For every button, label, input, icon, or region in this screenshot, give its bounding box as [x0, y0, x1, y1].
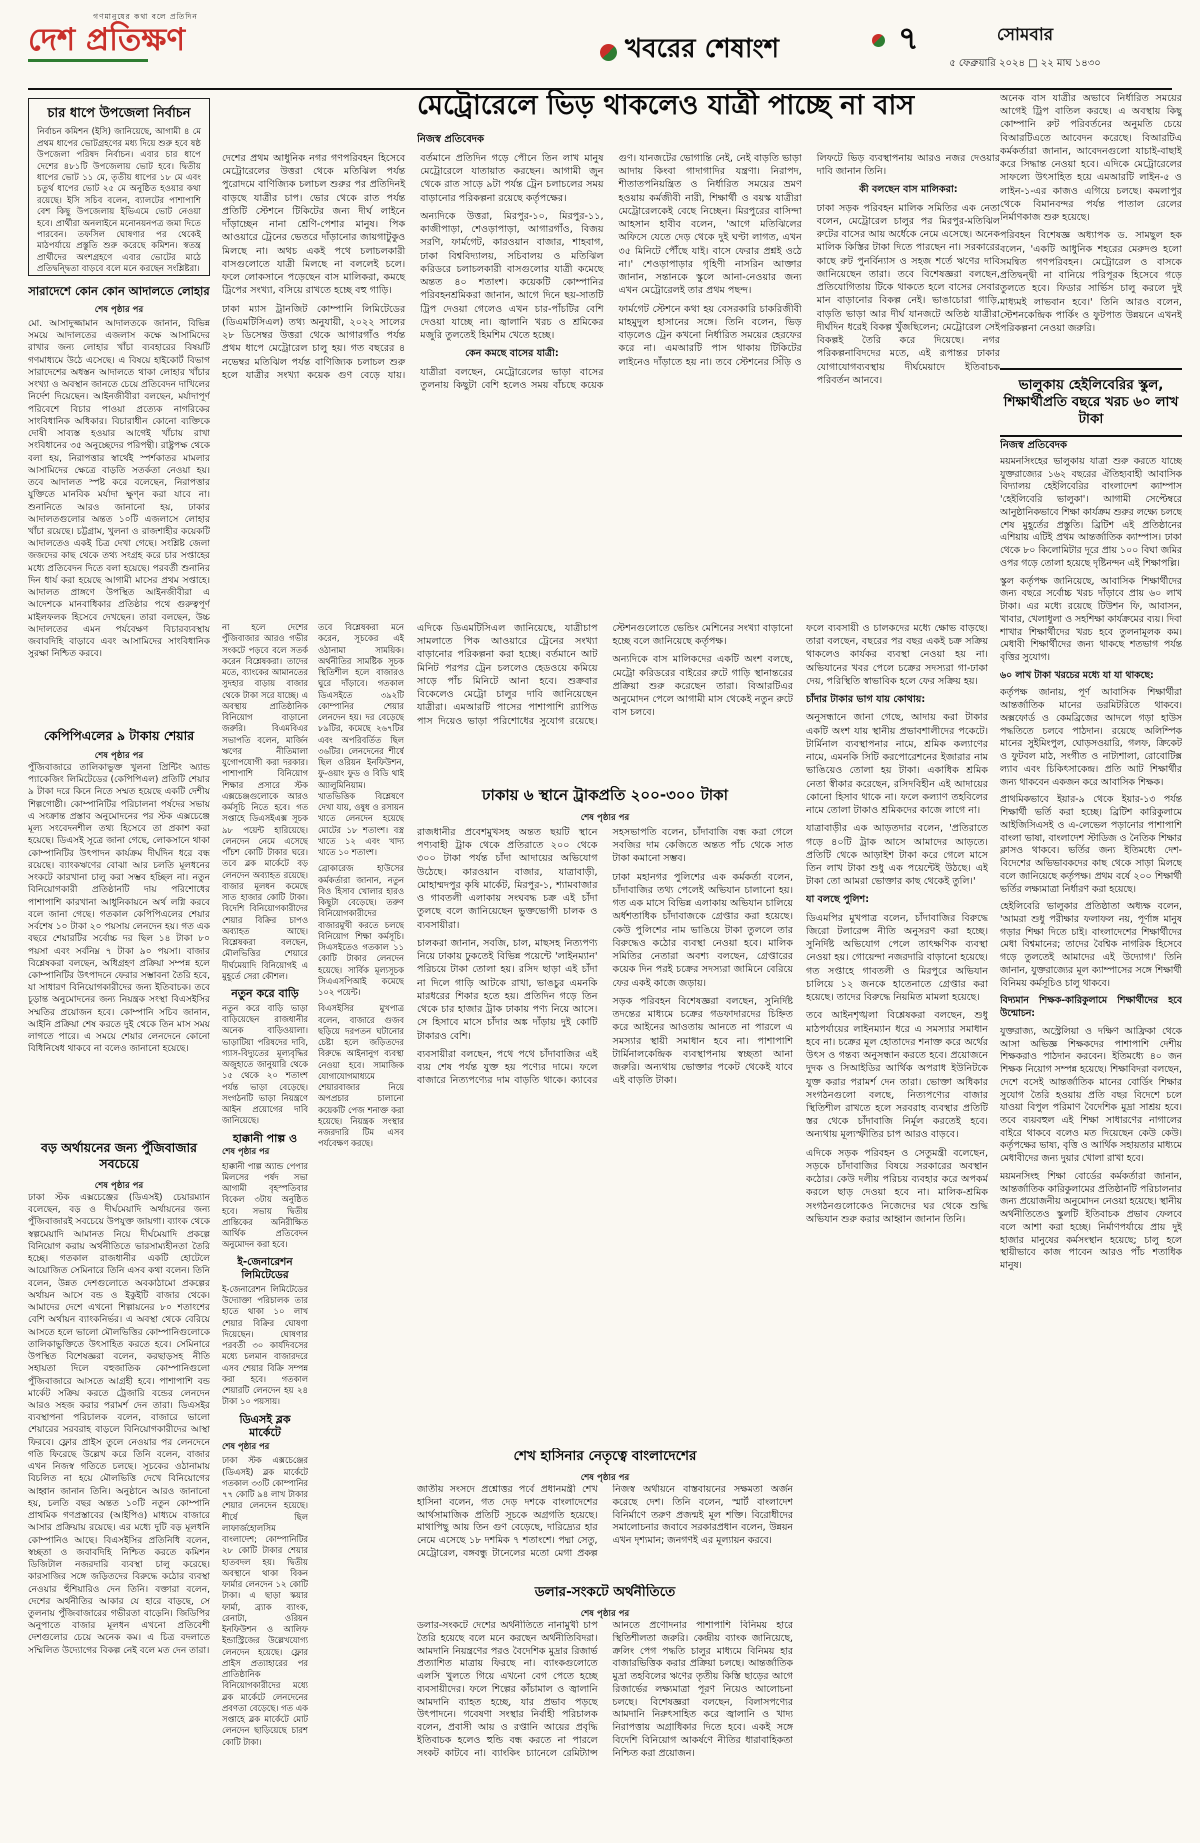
article-upazila-box: [28, 98, 210, 276]
day-name: সোমবার: [996, 25, 1054, 45]
article-subhead: ৬০ লাখ টাকা খরচের মধ্যে যা যা থাকছে:: [1000, 669, 1154, 681]
article-paragraph: সড়ক পরিবহন বিশেষজ্ঞরা বলছেন, সুনির্দিষ্ট তদন্তের মাধ্যমে চক্রের গডফাদারদের চিহ্নিত করে আইনের আওতায় আনতে না পারলে এ সমস্যার স্থায়ী সমাধান হবে না। পাশাপাশি টার্মিনালকেন্দ্রিক ব্যবস্থাপনায় স্বচ্ছতা আনা জরুরি। অন্যথায় ভোক্তার পকেট থেকেই যাবে এই বাড়তি টাকা।: [612, 995, 793, 1087]
continued-label: শেষ পৃষ্ঠার পর: [580, 813, 630, 823]
continued-label: শেষ পৃষ্ঠার পর: [94, 305, 144, 315]
article-valuka-headline-box: [1000, 368, 1182, 437]
page-number-block: [898, 22, 938, 66]
article-paragraph: ফলে ব্যবসায়ী ও চালকদের মধ্যে ক্ষোভ বাড়ছে। তারা বলছেন, বছরের পর বছর একই চক্র সক্রিয় থাকলেও কার্যকর ব্যবস্থা নেওয়া হয় না। অভিযানের খবর পেলে চক্রের সদস্যরা গা-ঢাকা দেয়, পরিস্থিতি স্বাভাবিক হলে ফের সক্রিয় হয়।: [806, 623, 988, 687]
article-paragraph: হাক্কানী পাল্প অ্যান্ড পেপার মিলসের পর্ষদ সভা আগামী বৃহস্পতিবার বিকেল ৩টায় অনুষ্ঠিত হবে। সভায় দ্বিতীয় প্রান্তিকের অনিরীক্ষিত আর্থিক প্রতিবেদন অনুমোদন করা হবে।: [222, 1160, 308, 1250]
article-paragraph: প্রাথমিকভাবে ইয়ার-৯ থেকে ইয়ার-১৩ পর্যন্ত শিক্ষার্থী ভর্তি করা হচ্ছে। ব্রিটিশ কারিকুলামে আইজিসিএসই ও এ-লেভেল পড়ানোর পাশাপাশি বাংলা ভাষা, বাংলাদেশ স্টাডিজ ও নৈতিক শিক্ষার ক্লাসও থাকবে। ভর্তির জন্য ইতিমধ্যে দেশ-বিদেশের অভিভাবকদের কাছ থেকে সাড়া মিলছে বলে জানিয়েছে কর্তৃপক্ষ। প্রথম বর্ষে ২০০ শিক্ষার্থী ভর্তির লক্ষ্যমাত্রা নির্ধারণ করা হয়েছে।: [1000, 794, 1182, 895]
date-line: ৫ ফেব্রুয়ারি ২০২৪ □ ২২ মাঘ ১৪৩০: [949, 58, 1101, 69]
article-paragraph: বিএসইসির মুখপাত্র বলেন, বাজারে গুজব ছড়িয়ে দরপতন ঘটানোর চেষ্টা হলে জড়িতদের বিরুদ্ধে আইনানুগ ব্যবস্থা নেওয়া হবে। সামাজিক যোগাযোগমাধ্যমে শেয়ারবাজার নিয়ে অপপ্রচার চালানো কয়েকটি পেজ শনাক্ত করা হয়েছে। নিয়ন্ত্রক সংস্থার নজরদারি টিম এসব পর্যবেক্ষণ করছে।: [318, 1003, 404, 1149]
page-ornament: [872, 32, 892, 52]
brief-headline: ই-জেনারেশন লিমিটেডের: [237, 1255, 293, 1281]
article-body: [417, 1620, 793, 1816]
article-paragraph: ফার্মগেট স্টেশনে কথা হয় বেসরকারি চাকরিজীবী মাহমুদুল হাসানের সঙ্গে। তিনি বলেন, ভিড় বাড়লেও ট্রেন কখনো নির্ধারিত সময়ের হেরফের করে না। এমআরটি পাস থাকায় টিকিটের লাইনেও দাঁড়াতে হয় না। তবে স্টেশনের সিঁড়ি ও লিফটে ভিড় ব্যবস্থাপনায় আরও নজর দেওয়ার দাবি জানান তিনি।: [618, 153, 1000, 368]
article-paragraph: অন্যদিকে বাস মালিকদের একটি অংশ বলছে, মেট্রো করিডরের বাইরের রুটে গাড়ি স্থানান্তরের প্রক্রিয়া শুরু করেছেন তারা। বিআরটিএর অনুমোদন পেলে আগামী মাস থেকেই নতুন রুটে বাস চলবে।: [612, 654, 793, 719]
article-paragraph: ব্রোকারেজ হাউসের কর্মকর্তারা জানান, নতুন বিও হিসাব খোলার হারও কিছুটা বেড়েছে। তরুণ বিনিয়োগকারীদের বাজারমুখী করতে চলছে বিনিয়োগ শিক্ষা কর্মসূচি। সিএসইতেও গতকাল ১১ কোটি টাকার লেনদেন হয়েছে। সার্বিক মূল্যসূচক সিএএসপিআই কমেছে ১০২ পয়েন্ট।: [318, 863, 404, 997]
continued-label: শেষ পৃষ্ঠার পর: [580, 1473, 630, 1483]
article-paragraph: ঢাকা ম্যাস ট্রানজিট কোম্পানি লিমিটেডের (ডিএমটিসিএল) তথ্য অনুযায়ী, ২০২২ সালের ২৮ ডিসেম্বর উত্তরা থেকে আগারগাঁও পর্যন্ত প্রথম ধাপে মেট্রোরেল চালু হয়। গত বছরের ৪ নভেম্বর মতিঝিল পর্যন্ত বাণিজ্যিক চলাচল শুরু হলে যাত্রীর সংখ্যা কয়েক গুণ বেড়ে যায়। বর্তমানে প্রতিদিন গড়ে পৌনে তিন লাখ মানুষ মেট্রোরেলে যাতায়াত করছেন। আগামী জুন থেকে রাত সাড়ে ৯টা পর্যন্ত ট্রেন চলাচলের সময় বাড়ানোর পরিকল্পনা রয়েছে কর্তৃপক্ষের।: [222, 153, 604, 381]
article-paragraph: যাত্রীরা বলছেন, মেট্রোরেলের ভাড়া বাসের তুলনায় কিছুটা বেশি হলেও সময় বাঁচছে কয়েক গুণ। যানজটের ভোগান্তি নেই, নেই বাড়তি ভাড়া আদায় কিংবা গাদাগাদির যন্ত্রণা। নিরাপদ, শীতাতপনিয়ন্ত্রিত ও নির্ধারিত সময়ের ভ্রমণ হওয়ায় কর্মজীবী নারী, শিক্ষার্থী ও বয়স্ক যাত্রীরা মেট্রোরেলকেই বেছে নিচ্ছেন। মিরপুরের বাসিন্দা আহসান হাবীব বলেন, 'আগে মতিঝিলের অফিসে যেতে দেড় থেকে দুই ঘণ্টা লাগত, এখন ৩৫ মিনিটে পৌঁছে যাই। বাসে ফেরার প্রশ্নই ওঠে না।' শেওড়াপাড়ার গৃহিণী নাসরিন আক্তার জানান, সন্তানকে স্কুলে আনা-নেওয়ার জন্য এখন মেট্রোরেলই তার প্রথম পছন্দ।: [420, 153, 802, 391]
main-article-continuation: [1000, 92, 1182, 364]
article-paragraph: অনুসন্ধানে জানা গেছে, আদায় করা টাকার একটি অংশ যায় স্থানীয় প্রভাবশালীদের পকেটে। টার্মিনাল ব্যবস্থাপনার নামে, শ্রমিক কল্যাণের নামে, এমনকি সিটি করপোরেশনের ইজারার নাম ভাঙিয়েও তোলা হয় টাকা। একাধিক শ্রমিক নেতা স্বীকার করেছেন, রসিদবিহীন এই আদায়ের কোনো হিসাব থাকে না। ফলে কল্যাণ তহবিলের নামে তোলা টাকাও শ্রমিকদের কাজে লাগে না।: [806, 712, 988, 817]
article-paragraph: ময়মনসিংহ শিক্ষা বোর্ডের কর্মকর্তারা জানান, আন্তর্জাতিক কারিকুলামের প্রতিষ্ঠানটি পরিচালনার জন্য প্রয়োজনীয় অনুমোদন নেওয়া হয়েছে। স্থানীয় অর্থনীতিতেও স্কুলটি ইতিবাচক প্রভাব ফেলবে বলে আশা করা হচ্ছে। নির্মাণপর্যায়ে প্রায় দুই হাজার মানুষের কর্মসংস্থান হয়েছে; চালু হলে স্থায়ীভাবে কাজ পাবেন আরও পাঁচ শতাধিক মানুষ।: [1000, 1170, 1182, 1272]
article-subhead: কেন কমছে বাসের যাত্রী:: [465, 348, 559, 360]
section-header: [600, 28, 855, 68]
article-paragraph: না হলে দেশের পুঁজিবাজার আরও গভীর সংকটে পড়বে বলে সতর্ক করেন বিশ্লেষকরা। তাদের মতে, ব্যাংকের আমানতের সুদহার বাড়ায় বাজার থেকে টাকা সরে যাচ্ছে। এ অবস্থায় প্রাতিষ্ঠানিক বিনিয়োগ বাড়ানো জরুরি। বিএমবিএর সভাপতি বলেন, মার্জিন ঋণের নীতিমালা যুগোপযোগী করা দরকার। পাশাপাশি বিনিয়োগ শিক্ষার প্রসারে স্টক এক্সচেঞ্জগুলোকে আরও কর্মসূচি নিতে হবে। গত সপ্তাহে ডিএসইএক্স সূচক ৯৮ পয়েন্ট হারিয়েছে। লেনদেন নেমে এসেছে পাঁচশ কোটি টাকার ঘরে। তবে ব্লক মার্কেটে বড় লেনদেন অব্যাহত রয়েছে। বাজার মূলধন কমেছে সাত হাজার কোটি টাকা। বিদেশি বিনিয়োগকারীদের শেয়ার বিক্রির চাপও অব্যাহত আছে। বিশ্লেষকরা বলছেন, মৌলভিত্তির শেয়ারে দীর্ঘমেয়াদি বিনিয়োগই এ মুহূর্তে সেরা কৌশল।: [222, 622, 308, 981]
paper-logo-icon: [600, 44, 617, 61]
article-body: নির্বাচন কমিশন (ইসি) জানিয়েছে, আগামী ৪ মে প্রথম ধাপের ভোটগ্রহণের মধ্য দিয়ে শুরু হবে ষষ্ঠ উপজেলা পরিষদ নির্বাচন। এবার চার ধাপে দেশের ৪৮১টি উপজেলায় ভোট হবে। দ্বিতীয় ধাপের ভোট ১১ মে, তৃতীয় ধাপের ১৮ মে এবং চতুর্থ ধাপের ভোট ২৫ মে অনুষ্ঠিত হওয়ার কথা রয়েছে। ইসি সচিব বলেন, ব্যালটের পাশাপাশি বেশ কিছু উপজেলায় ইভিএমে ভোট নেওয়া হবে। প্রার্থীরা অনলাইনে মনোনয়নপত্র জমা দিতে পারবেন। তফসিল ঘোষণার পর থেকেই মাঠপর্যায়ে প্রস্তুতি শুরু করেছে কমিশন। স্বতন্ত্র প্রার্থীদের অংশগ্রহণে এবার ভোটের মাঠে প্রতিদ্বন্দ্বিতা বাড়বে বলে মনে করছেন সংশ্লিষ্টরা।: [37, 127, 201, 275]
article-headline: শেখ হাসিনার নেতৃত্বে বাংলাদেশের: [513, 1448, 697, 1464]
article-paragraph: চালকরা জানান, সবজি, চাল, মাছসহ নিত্যপণ্য নিয়ে ঢাকায় ঢুকতেই বিভিন্ন পয়েন্টে 'লাইনম্যান' পরিচয়ে টাকা তোলা হয়। রসিদ ছাড়া এই চাঁদা না দিলে গাড়ি আটকে রাখা, ভাঙচুর এমনকি মারধরের শিকার হতে হয়। প্রতিদিন গড়ে তিন থেকে চার হাজার ট্রাক ঢাকায় পণ্য নিয়ে আসে। সে হিসাবে মাসে চাঁদার অঙ্ক দাঁড়ায় দুই কোটি টাকারও বেশি।: [417, 937, 598, 1042]
article-headline: ডলার-সংকটে অর্থনীতিতে: [534, 1584, 676, 1600]
article-headline: ভালুকায় হেইলিবেরির স্কুল, শিক্ষার্থীপ্রতি বছরে খরচ ৬০ লাখ টাকা: [1003, 377, 1179, 427]
continued-label: শেষ পৃষ্ঠার পর: [222, 1441, 270, 1451]
section-title: খবরের শেষাংশ: [625, 34, 780, 64]
article-body: [417, 1484, 793, 1576]
article-paragraph: ঢাকা মহানগর পুলিশের এক কর্মকর্তা বলেন, চাঁদাবাজির তথ্য পেলেই অভিযান চালানো হয়। গত এক মাসে বিভিন্ন এলাকায় অভিযান চালিয়ে অর্ধশতাধিক চাঁদাবাজকে গ্রেপ্তার করা হয়েছে। কেউ পুলিশের নাম ভাঙিয়ে টাকা তুললে তার বিরুদ্ধেও কঠোর ব্যবস্থা নেওয়া হবে। মালিক সমিতির নেতারা অবশ্য বলছেন, গ্রেপ্তারের কয়েক দিন পরই চক্রের সদস্যরা জামিনে বেরিয়ে ফের একই কাজে জড়ায়।: [612, 871, 793, 989]
article-paragraph: ঢাকা সড়ক পরিবহন মালিক সমিতির এক নেতা বলেন, মেট্রোরেল চালুর পর মিরপুর-মতিঝিল রুটের বাসের আয় অর্ধেকে নেমে এসেছে। অনেক মালিক কিস্তির টাকা দিতে পারছেন না। সরকারের কাছে রুট পুনর্বিন্যাস ও সহজ শর্তে ঋণের দাবি জানিয়েছেন তারা। তবে বিশেষজ্ঞরা বলছেন, প্রতিযোগিতায় টিকে থাকতে হলে বাসের সেবার মান বাড়ানোর বিকল্প নেই। ভাঙাচোরা গাড়ি, বাড়তি ভাড়া আর দীর্ঘ যানজটে অতিষ্ঠ যাত্রীরা দীর্ঘদিন ধরেই বিকল্প খুঁজছিলেন; মেট্রোরেল সেই বিকল্পই তৈরি করে দিয়েছে। নগর পরিকল্পনাবিদদের মতে, এই রূপান্তর ঢাকার যোগাযোগব্যবস্থায় দীর্ঘমেয়াদে ইতিবাচক পরিবর্তন আনবে।: [816, 202, 1000, 386]
page-ornament-icon: [872, 34, 885, 47]
date-block: [935, 22, 1115, 80]
article-subhead: যা বলছে পুলিশ:: [806, 894, 870, 906]
main-headline: মেট্রোরেলে ভিড় থাকলেও যাত্রী পাচ্ছে না বাস: [417, 90, 915, 121]
continued-label: শেষ পৃষ্ঠার পর: [222, 1146, 270, 1157]
article-paragraph: কর্তৃপক্ষ জানায়, পূর্ণ আবাসিক শিক্ষার্থীরা আন্তর্জাতিক মানের ডরমিটরিতে থাকবে। অক্সফোর্ড ও কেমব্রিজের আদলে গড়া হাউস পদ্ধতিতে চলবে পাঠদান। রয়েছে অলিম্পিক মানের সুইমিংপুল, ঘোড়সওয়ারি, গলফ, ক্রিকেট ও ফুটবল মাঠ, সংগীত ও নাট্যশালা, রোবোটিক্স ল্যাব এবং চিকিৎসাকেন্দ্র। প্রতি আট শিক্ষার্থীর জন্য থাকবেন একজন করে আবাসিক শিক্ষক।: [1000, 687, 1182, 788]
article-paragraph: ঢাকা স্টক এক্সচেঞ্জের (ডিএসই) চেয়ারম্যান বলেছেন, বড় ও দীর্ঘমেয়াদি অর্থায়নের জন্য পুঁজিবাজারই সবচেয়ে উপযুক্ত জায়গা। ব্যাংক থেকে স্বল্পমেয়াদি আমানত নিয়ে দীর্ঘমেয়াদি প্রকল্পে বিনিয়োগ করায় অর্থনীতিতে ভারসাম্যহীনতা তৈরি হচ্ছে। গতকাল রাজধানীর একটি হোটেলে আয়োজিত সেমিনারে তিনি এসব কথা বলেন। তিনি বলেন, উন্নত দেশগুলোতে অবকাঠামো প্রকল্পের অর্থায়ন আসে বন্ড ও ইকুইটি বাজার থেকে। আমাদের দেশে এখনো শিল্পায়নের ৮০ শতাংশের বেশি অর্থায়ন ব্যাংকনির্ভর। এ অবস্থা থেকে বেরিয়ে আসতে হলে ভালো মৌলভিত্তির কোম্পানিগুলোকে তালিকাভুক্তিতে উৎসাহিত করতে হবে। সেমিনারে উপস্থিত বিশেষজ্ঞরা বলেন, করছাড়সহ নীতি সহায়তা দিলে বহুজাতিক কোম্পানিগুলো পুঁজিবাজারে আসতে আগ্রহী হবে। পাশাপাশি বন্ড মার্কেট সক্রিয় করতে ট্রেজারি বন্ডের লেনদেন আরও সহজ করার পরামর্শ দেন তারা। ডিএসইর ব্যবস্থাপনা পরিচালক বলেন, বাজারে ভালো শেয়ারের সরবরাহ বাড়লে বিনিয়োগকারীদের আস্থা ফিরবে। ফ্লোর প্রাইস তুলে নেওয়ার পর লেনদেনে গতি ফিরেছে উল্লেখ করে তিনি বলেন, বাজার এখন নিজস্ব গতিতে চলছে। সূচকের ওঠানামায় বিচলিত না হয়ে মৌলভিত্তি দেখে বিনিয়োগের আহ্বান জানান তিনি। অনুষ্ঠানে আরও জানানো হয়, চলতি বছর অন্তত ১০টি নতুন কোম্পানি প্রাথমিক গণপ্রস্তাবের (আইপিও) মাধ্যমে বাজারে আসার প্রক্রিয়ায় রয়েছে। এর মধ্যে দুটি বড় মূলধনি কোম্পানিও আছে। বিএসইসির প্রতিনিধি বলেন, স্বচ্ছতা ও জবাবদিহি নিশ্চিত করতে কমিশন ডিজিটাল নজরদারি ব্যবস্থা চালু করেছে। কারসাজির সঙ্গে জড়িতদের বিরুদ্ধে কঠোর ব্যবস্থা নেওয়ার হুঁশিয়ারিও দেন তিনি। বক্তারা বলেন, দেশের অর্থনীতির আকার যে হারে বাড়ছে, সে তুলনায় পুঁজিবাজারের গভীরতা বাড়েনি। জিডিপির অনুপাতে বাজার মূলধন এখনো প্রতিবেশী দেশগুলোর চেয়ে অনেক কম। এ চিত্র বদলাতে সম্মিলিত উদ্যোগের বিকল্প নেই বলে মত দেন তারা।: [28, 1193, 210, 1656]
byline: নিজস্ব প্রতিবেদক: [1000, 440, 1068, 451]
article-subhead: বিদ্যমান শিক্ষক-কারিকুলামে শিক্ষার্থীদের হবে উন্মোচন:: [1000, 995, 1182, 1020]
briefs-column-a: [222, 622, 308, 1816]
continued-label: শেষ পৃষ্ঠার পর: [94, 751, 144, 761]
masthead: [28, 12, 263, 86]
article-paragraph: তবে আইনশৃঙ্খলা বিশ্লেষকরা বলছেন, শুধু মাঠপর্যায়ের লাইনম্যান ধরে এ সমস্যার সমাধান হবে না। চক্রের মূল হোতাদের শনাক্ত করে অর্থের উৎস ও গন্তব্য অনুসন্ধান করতে হবে। প্রয়োজনে দুদক ও সিআইডির আর্থিক অপরাধ ইউনিটকে যুক্ত করার পরামর্শ দেন তারা। ভোক্তা অধিকার সংগঠনগুলো বলছে, নিত্যপণ্যের বাজার স্থিতিশীল রাখতে হলে সরবরাহ ব্যবস্থার প্রতিটি স্তর থেকে চাঁদাবাজি নির্মূল করতেই হবে। অন্যথায় মূল্যস্ফীতির চাপ আরও বাড়বে।: [806, 1010, 988, 1141]
paper-name: দেশ প্রতিক্ষণ: [28, 22, 186, 58]
article-paragraph: অন্যদিকে উত্তরা, মিরপুর-১০, মিরপুর-১১, কাজীপাড়া, শেওড়াপাড়া, আগারগাঁও, বিজয় সরণি, ফার্মগেট, কারওয়ান বাজার, শাহবাগ, ঢাকা বিশ্ববিদ্যালয়, সচিবালয় ও মতিঝিল করিডরে চলাচলকারী বাসগুলোর যাত্রী কমেছে অন্তত ৪০ শতাংশ। কয়েকটি কোম্পানির পরিবহনশ্রমিকরা জানান, আগে দিনে ছয়-সাতটি ট্রিপ দেওয়া গেলেও এখন চার-পাঁচটির বেশি দেওয়া যাচ্ছে না। জ্বালানি খরচ ও শ্রমিকের মজুরি তুলতেই হিমশিম খেতে হচ্ছে।: [420, 210, 604, 342]
article-paragraph: যুক্তরাজ্য, অস্ট্রেলিয়া ও দক্ষিণ আফ্রিকা থেকে আসা অভিজ্ঞ শিক্ষকদের পাশাপাশি দেশীয় শিক্ষকরাও পাঠদান করবেন। ইতিমধ্যে ৪০ জন শিক্ষক নিয়োগ সম্পন্ন হয়েছে। শিক্ষাবিদরা বলছেন, দেশে বসেই আন্তর্জাতিক মানের বোর্ডিং শিক্ষার সুযোগ তৈরি হওয়ায় প্রতি বছর বিদেশে চলে যাওয়া বিপুল পরিমাণ বৈদেশিক মুদ্রা সাশ্রয় হবে। তবে ব্যয়বহুল এই শিক্ষা সাধারণের নাগালের বাইরে থাকবে বলেও মত দিয়েছেন কেউ কেউ। কর্তৃপক্ষের ভাষ্য, বৃত্তি ও আর্থিক সহায়তার মাধ্যমে মেধাবীদের জন্য দুয়ার খোলা রাখা হবে।: [1000, 1025, 1182, 1165]
article-paragraph: ময়মনসিংহের ভালুকায় যাত্রা শুরু করতে যাচ্ছে যুক্তরাজ্যের ১৬২ বছরের ঐতিহ্যবাহী আবাসিক বিদ্যালয় হেইলিবেরির বাংলাদেশ ক্যাম্পাস 'হেইলিবেরি ভালুকা'। আগামী সেপ্টেম্বরে আনুষ্ঠানিকভাবে শিক্ষা কার্যক্রম শুরুর লক্ষ্যে চলছে শেষ মুহূর্তের প্রস্তুতি। ব্রিটিশ এই প্রতিষ্ঠানের এশিয়ায় এটিই প্রথম আন্তর্জাতিক ক্যাম্পাস। ঢাকা থেকে ৮০ কিলোমিটার দূরে প্রায় ১০০ বিঘা জমির ওপর গড়ে তোলা হয়েছে দৃষ্টিনন্দন এই শিক্ষাপল্লি।: [1000, 456, 1182, 569]
article-headline: কেপিপিএলের ৯ টাকায় শেয়ার: [43, 728, 195, 743]
article-paragraph: এদিকে সড়ক পরিবহন ও সেতুমন্ত্রী বলেছেন, সড়কে চাঁদাবাজির বিষয়ে সরকারের অবস্থান কঠোর। কেউ দলীয় পরিচয় ব্যবহার করে অপকর্ম করলে ছাড় দেওয়া হবে না। মালিক-শ্রমিক সংগঠনগুলোকেও নিজেদের ঘর থেকে শুদ্ধি অভিযান শুরু করার আহ্বান জানান তিনি।: [806, 1147, 988, 1225]
byline: নিজস্ব প্রতিবেদক: [417, 134, 485, 145]
article-paragraph: মো. আসাদুজ্জামান আদালতকে জানান, বিভিন্ন সময়ে আদালতের এজলাস কক্ষে আসামিদের রাখার জন্য লোহার খাঁচা ব্যবহারের বিষয়টি গণমাধ্যমে উঠে এসেছে। এ বিষয়ে হাইকোর্ট বিভাগ সারাদেশের অধস্তন আদালতে থাকা লোহার খাঁচার সংখ্যা ও অবস্থান জানতে চেয়ে প্রতিবেদন দাখিলের নির্দেশ দিয়েছেন। আইনজীবীরা বলছেন, মর্যাদাপূর্ণ পরিবেশে বিচার পাওয়া প্রত্যেক নাগরিকের সাংবিধানিক অধিকার। বিচারাধীন কোনো ব্যক্তিকে দোষী সাব্যস্ত হওয়ার আগেই খাঁচায় রাখা সংবিধানের ৩৫ অনুচ্ছেদের পরিপন্থী। রাষ্ট্রপক্ষ থেকে বলা হয়, নিরাপত্তার স্বার্থেই স্পর্শকাতর মামলার আসামিদের ক্ষেত্রে বাড়তি সতর্কতা নেওয়া হয়। তবে আদালত স্পষ্ট করে বলেছেন, নিরাপত্তার যুক্তিতে মানবিক মর্যাদা ক্ষুণ্ন করা যাবে না। শুনানিতে আরও জানানো হয়, ঢাকার আদালতগুলোর অন্তত ১০টি এজলাসে লোহার খাঁচা রয়েছে। চট্টগ্রাম, খুলনা ও রাজশাহীর কয়েকটি আদালতেও একই চিত্র দেখা গেছে। সংশ্লিষ্ট জেলা জজদের কাছ থেকে তথ্য সংগ্রহ করে চার সপ্তাহের মধ্যে প্রতিবেদন দিতে বলা হয়েছে। পরবর্তী শুনানির দিন ধার্য করা হয়েছে আগামী মাসের প্রথম সপ্তাহে। আদালত প্রাঙ্গণে উপস্থিত আইনজীবীরা এ আদেশকে মানবাধিকার প্রতিষ্ঠার পথে গুরুত্বপূর্ণ মাইলফলক হিসেবে দেখছেন। তারা বলছেন, উচ্চ আদালতের এমন পর্যবেক্ষণ বিচারব্যবস্থায় জবাবদিহি বাড়াবে এবং আসামিদের সাংবিধানিক সুরক্ষা নিশ্চিত করবে।: [28, 319, 210, 660]
article-paragraph: ই-জেনারেশন লিমিটেডের উদ্যোক্তা পরিচালক তার হাতে থাকা ১০ লাখ শেয়ার বিক্রির ঘোষণা দিয়েছেন। ঘোষণার পরবর্তী ৩০ কার্যদিবসের মধ্যে চলমান বাজারদরে এসব শেয়ার বিক্রি সম্পন্ন করা হবে। গতকাল শেয়ারটি লেনদেন হয় ২৪ টাকা ১০ পয়সায়।: [222, 1283, 308, 1407]
article-paragraph: ব্যবসায়ীরা বলছেন, পথে পথে চাঁদাবাজির এই ব্যয় শেষ পর্যন্ত যুক্ত হয় পণ্যের দামে। ফলে বাজারে নিত্যপণ্যের দাম বাড়তি থাকে। ক্যাবের সহসভাপতি বলেন, চাঁদাবাজি বন্ধ করা গেলে সবজির দাম কেজিতে অন্তত পাঁচ থেকে সাত টাকা কমানো সম্ভব।: [417, 827, 793, 1087]
article-body: [417, 826, 793, 1440]
article-paragraph: ঢাকা স্টক এক্সচে‌ঞ্জের (ডিএসই) ব্লক মার্কেটে গতকাল ৩৩টি কোম্পানির ৭৭ কোটি ৯৪ লাখ টাকার শেয়ার লেনদেন হয়েছে। শীর্ষে ছিল লাফার্জহোলসিম বাংলাদেশ; কোম্পানিটির ২৮ কোটি টাকার শেয়ার হাতবদল হয়। দ্বিতীয় অবস্থানে থাকা বিকন ফার্মার লেনদেন ১২ কোটি টাকা। এ ছাড়া স্কয়ার ফার্মা, ব্র্যাক ব্যাংক, রেনাটা, ওরিয়ন ইনফিউশন ও আলিফ ইন্ডাস্ট্রিজের উল্লেখযোগ্য লেনদেন হয়েছে। ফ্লোর প্রাইস প্রত্যাহারের পর প্রাতিষ্ঠানিক বিনিয়োগকারীদের মধ্যে ব্লক মার্কেটে লেনদেনের প্রবণতা বেড়েছে। গত এক সপ্তাহে ব্লক মার্কেটে মোট লেনদেন ছাড়িয়েছে চারশ কোটি টাকা।: [222, 1455, 308, 1747]
page-number: ৭: [898, 22, 919, 57]
article-paragraph: ডলার-সংকটে দেশের অর্থনীতিতে নানামুখী চাপ তৈরি হয়েছে বলে মনে করছেন অর্থনীতিবিদরা। আমদানি নিয়ন্ত্রণের পরও বৈদেশিক মুদ্রার রিজার্ভ প্রত্যাশিত মাত্রায় ফিরছে না। ব্যাংকগুলোতে এলসি খুলতে গিয়ে এখনো বেগ পেতে হচ্ছে ব্যবসায়ীদের। ফলে শিল্পের কাঁচামাল ও জ্বালানি আমদানি ব্যাহত হচ্ছে, যার প্রভাব পড়ছে উৎপাদনে। গবেষণা সংস্থার নির্বাহী পরিচালক বলেন, প্রবাসী আয় ও রপ্তানি আয়ের প্রবৃদ্ধি ইতিবাচক হলেও হুন্ডি বন্ধ করতে না পারলে সংকট কাটবে না। ব্যাংকিং চ্যানেলে রেমিট্যান্স আনতে প্রণোদনার পাশাপাশি বিনিময় হারে স্থিতিশীলতা জরুরি। কেন্দ্রীয় ব্যাংক জানিয়েছে, ক্রলিং পেগ পদ্ধতি চালুর মাধ্যমে বিনিময় হার বাজারভিত্তিক করার প্রক্রিয়া চলছে। আন্তর্জাতিক মুদ্রা তহবিলের ঋণের তৃতীয় কিস্তি ছাড়ের আগে রিজার্ভের লক্ষ্যমাত্রা পূরণ নিয়েও আলোচনা চলছে। বিশেষজ্ঞরা বলছেন, বিলাসপণ্যের আমদানি নিরুৎসাহিত করে জ্বালানি ও খাদ্য নিরাপত্তায় অগ্রাধিকার দিতে হবে। একই সঙ্গে বিদেশি বিনিয়োগ আকর্ষণে নীতির ধারাবাহিকতা নিশ্চিত করা প্রয়োজন।: [417, 1620, 793, 1759]
article-headline: চার ধাপে উপজেলা নির্বাচন: [47, 106, 191, 121]
article-continuation: [806, 622, 988, 1816]
briefs-column-b: [318, 622, 404, 1816]
article-subhead: চাঁদার টাকার ভাগ যায় কোথায়:: [806, 694, 926, 706]
article-paragraph: অনেক বাস যাত্রীর অভাবে নির্ধারিত সময়ের আগেই ট্রিপ বাতিল করছে। এ অবস্থায় কিছু কোম্পানি রুট পরিবর্তনের অনুমতি চেয়ে বিআরটিএতে আবেদন করেছে। বিআরটিএ কর্মকর্তারা জানান, আবেদনগুলো যাচাই-বাছাই করে সিদ্ধান্ত নেওয়া হবে। এদিকে মেট্রোরেলের সাফল্যে উৎসাহিত হয়ে এমআরটি লাইন-৫ ও লাইন-১-এর কাজও এগিয়ে চলছে। কমলাপুর থেকে বিমানবন্দর পর্যন্ত পাতাল রেলের নির্মাণকাজ শুরু হয়েছে।: [1000, 93, 1182, 224]
article-paragraph: এদিকে ডিএমটিসিএল জানিয়েছে, যাত্রীচাপ সামলাতে পিক আওয়ারে ট্রেনের সংখ্যা বাড়ানোর পরিকল্পনা করা হচ্ছে। বর্তমানে আট মিনিট পরপর ট্রেন চললেও হেডওয়ে কমিয়ে সাড়ে পাঁচ মিনিটে আনা হবে। শুক্রবার বিকেলেও মেট্রো চালুর দাবি জানিয়েছেন যাত্রীরা। এমআরটি পাসের পাশাপাশি র‌্যাপিড পাস দিয়েও ভাড়া পরিশোধের সুযোগ রয়েছে। স্টেশনগুলোতে ভেন্ডিং মেশিনের সংখ্যা বাড়ানো হচ্ছে বলে জানিয়েছে কর্তৃপক্ষ।: [417, 623, 793, 727]
article-paragraph: হেইলিবেরি ভালুকার প্রতিষ্ঠাতা অধ্যক্ষ বলেন, 'আমরা শুধু পরীক্ষার ফলাফল নয়, পূর্ণাঙ্গ মানুষ গড়ার শিক্ষা দিতে চাই। বাংলাদেশের শিক্ষার্থীদের মেধা বিশ্বমানের; তাদের বৈশ্বিক নাগরিক হিসেবে গড়ে তুলতেই আমাদের এই উদ্যোগ।' তিনি জানান, যুক্তরাজ্যের মূল ক্যাম্পাসের সঙ্গে শিক্ষার্থী বিনিময় কর্মসূচিও চালু থাকবে।: [1000, 901, 1182, 989]
masthead-tagline: গণমানুষের কথা বলে প্রতিদিন: [93, 12, 198, 21]
continued-label: শেষ পৃষ্ঠার পর: [94, 1181, 144, 1191]
main-article-overflow: [417, 622, 793, 780]
article-paragraph: নতুন করে বাড়ি ভাড়া বাড়িয়েছেন রাজধানীর অনেক বাড়িওয়ালা। ভাড়াটিয়া পরিষদের দাবি, গ্যাস-বিদ্যুতের মূল্যবৃদ্ধির অজুহাতে জানুয়ারি থেকে ১৫ থেকে ২০ শতাংশ পর্যন্ত ভাড়া বেড়েছে। সংগঠনটি ভাড়া নিয়ন্ত্রণে আইন প্রয়োগের দাবি জানিয়েছে।: [222, 1002, 308, 1126]
brief-headline: হাক্কানী পাল্প ও: [232, 1131, 298, 1145]
article-paragraph: পুঁজিবাজারে তালিকাভুক্ত খুলনা প্রিন্টিং অ্যান্ড প্যাকেজিং লিমিটেডের (কেপিপিএল) প্রতিটি শেয়ার ৯ টাকা দরে কিনে নিতে সম্মত হয়েছে একটি দেশীয় শিল্পগোষ্ঠী। কোম্পানিটির পরিচালনা পর্ষদের সভায় এ সংক্রান্ত প্রস্তাব অনুমোদনের পর স্টক এক্সচেঞ্জে মূল্য সংবেদনশীল তথ্য হিসেবে তা প্রকাশ করা হয়েছে। ডিএসই সূত্রে জানা গেছে, লোকসানে থাকা কোম্পানিটির উৎপাদন কার্যক্রম দীর্ঘদিন ধরে বন্ধ রয়েছে। ব্যাংকঋণের বোঝা আর চলতি মূলধনের সংকটে কারখানা চালু করা সম্ভব হচ্ছিল না। নতুন বিনিয়োগকারী প্রতিষ্ঠানটি দায় পরিশোধের পাশাপাশি কারখানা আধুনিকায়নে অর্থ লগ্নি করবে বলে জানা গেছে। গতকাল কেপিপিএলের শেয়ার সর্বশেষ ১০ টাকা ২০ পয়সায় লেনদেন হয়। গত এক বছরে শেয়ারটির সর্বোচ্চ দর ছিল ১৪ টাকা ৮০ পয়সা এবং সর্বনিম্ন ৭ টাকা ৯০ পয়সা। বাজার বিশ্লেষকরা বলছেন, অধিগ্রহণ প্রক্রিয়া সম্পন্ন হলে কোম্পানিটির উৎপাদনে ফেরার সম্ভাবনা তৈরি হবে, যা সাধারণ বিনিয়োগকারীদের জন্য ইতিবাচক। তবে চূড়ান্ত অনুমোদনের জন্য নিয়ন্ত্রক সংস্থা বিএসইসির সম্মতির প্রয়োজন হবে। কোম্পানি সচিব জানান, আইনি প্রক্রিয়া শেষ করতে দুই থেকে তিন মাস সময় লাগতে পারে। এ সময়ে শেয়ার লেনদেনে কোনো বিধিনিষেধ থাকবে না বলেও জানানো হয়েছে।: [28, 763, 210, 1055]
article-headline: ঢাকায় ৬ স্থানে ট্রাকপ্রতি ২০০-৩০০ টাকা: [482, 786, 728, 804]
article-headline: সারাদেশে কোন কোন আদালতে লোহার: [28, 284, 210, 298]
article-paragraph: রাজধানীর প্রবেশমুখসহ অন্তত ছয়টি স্থানে পণ্যবাহী ট্রাক থেকে প্রতিরাতে ২০০ থেকে ৩০০ টাকা পর্যন্ত চাঁদা আদায়ের অভিযোগ উঠেছে। কারওয়ান বাজার, যাত্রাবাড়ী, মোহাম্মদপুর কৃষি মার্কেট, মিরপুর-১, শ্যামবাজার ও গাবতলী এলাকায় সংঘবদ্ধ চক্র এই চাঁদা তুলছে বলে জানিয়েছেন ভুক্তভোগী চালক ও ব্যবসায়ীরা।: [417, 827, 598, 931]
article-paragraph: জাতীয় সংসদে প্রশ্নোত্তর পর্বে প্রধানমন্ত্রী শেখ হাসিনা বলেন, গত দেড় দশকে বাংলাদেশের আর্থসামাজিক প্রতিটি সূচকে অগ্রগতি হয়েছে। মাথাপিছু আয় তিন গুণ বেড়েছে, দারিদ্র্যের হার নেমে এসেছে ১৮ দশমিক ৭ শতাংশে। পদ্মা সেতু, মেট্রোরেল, বঙ্গবন্ধু টানেলের মতো মেগা প্রকল্প নিজস্ব অর্থায়নে বাস্তবায়নের সক্ষমতা অর্জন করেছে দেশ। তিনি বলেন, স্মার্ট বাংলাদেশ বিনির্মাণে তরুণ প্রজন্মই মূল শক্তি। বিরোধীদের সমালোচনার জবাবে সরকারপ্রধান বলেন, উন্নয়ন এখন দৃশ্যমান; জনগণই এর মূল্যায়ন করবে।: [417, 1484, 793, 1559]
article-headline: বড় অর্থায়নের জন্য পুঁজিবাজার সবচেয়ে: [41, 1140, 197, 1171]
masthead-accent-bar: [28, 59, 148, 62]
article-paragraph: দেশের প্রথম আধুনিক নগর গণপরিবহন হিসেবে মেট্রোরেলের উত্তরা থেকে মতিঝিল পর্যন্ত পুরোদমে বাণিজ্যিক চলাচল শুরুর পর প্রতিদিনই বাড়ছে যাত্রীর চাপ। ভোর থেকে রাত পর্যন্ত প্রতিটি স্টেশনে টিকিটের জন্য দীর্ঘ লাইনে দাঁড়াচ্ছেন নানা শ্রেণি-পেশার মানুষ। পিক আওয়ারে ট্রেনের ভেতরে দাঁড়ানোর জায়গাটুকুও মিলছে না। অথচ একই পথে চলাচলকারী বাসগুলোতে যাত্রী মিলছে না বললেই চলে। ফলে লোকসানে পড়েছেন বাস মালিকরা, কমছে ট্রিপের সংখ্যা, বসিয়ে রাখতে হচ্ছে বহু গাড়ি।: [222, 153, 406, 297]
brief-headline: ডিএসই ব্লক মার্কেটে: [239, 1412, 291, 1440]
article-body: [28, 318, 210, 720]
continued-label: শেষ পৃষ্ঠার পর: [580, 1609, 630, 1619]
article-paragraph: যাত্রাবাড়ীর এক আড়তদার বলেন, 'প্রতিরাতে গড়ে ৪০টি ট্রাক আসে আমাদের আড়তে। প্রতিটি থেকে আড়াইশ টাকা করে গেলে মাসে তিন লাখ টাকা শুধু এক পয়েন্টেই উঠছে। এই টাকা তো আমরা ভোক্তার কাছ থেকেই তুলি।': [806, 823, 988, 888]
article-subhead: কী বলছেন বাস মালিকরা:: [859, 184, 958, 196]
article-paragraph: ডিএমপির মুখপাত্র বলেন, চাঁদাবাজির বিরুদ্ধে জিরো টলারেন্স নীতি অনুসরণ করা হচ্ছে। সুনির্দিষ্ট অভিযোগ পেলে তাৎক্ষণিক ব্যবস্থা নেওয়া হয়। গোয়েন্দা নজরদারি বাড়ানো হয়েছে। গত সপ্তাহে গাবতলী ও মিরপুরে অভিযান চালিয়ে ১২ জনকে হাতেনাতে গ্রেপ্তার করা হয়েছে। তাদের বিরুদ্ধে নিয়মিত মামলা হয়েছে।: [806, 912, 988, 1004]
brief-headline: নতুন করে বাড়ি: [231, 987, 299, 1000]
article-paragraph: পরিবহন বিশেষজ্ঞ অধ্যাপক ড. সামছুল হক বলেন, 'একটি আধুনিক শহরের মেরুদণ্ড হলো সমন্বিত গণপরিবহন। মেট্রোরেল ও বাসকে প্রতিদ্বন্দ্বী না বানিয়ে পরিপূরক হিসেবে গড়ে তুলতে হবে। ফিডার সার্ভিস চালু করলে দুই মাধ্যমই লাভবান হবে।' তিনি আরও বলেন, স্টেশনকেন্দ্রিক পার্কিং ও ফুটপাত উন্নয়নে এখনই পরিকল্পনা নেওয়া জরুরি।: [1000, 230, 1182, 334]
article-body: [28, 762, 210, 1132]
article-paragraph: স্কুল কর্তৃপক্ষ জানিয়েছে, আবাসিক শিক্ষার্থীদের জন্য বছরে সর্বোচ্চ খরচ দাঁড়াবে প্রায় ৬০ লাখ টাকা। এর মধ্যে রয়েছে টিউশন ফি, আবাসন, খাবার, খেলাধুলা ও সহশিক্ষা কার্যক্রমের ব্যয়। দিবা শাখার শিক্ষার্থীদের খরচ হবে তুলনামূলক কম। মেধাবী শিক্ষার্থীদের জন্য থাকছে শতভাগ পর্যন্ত বৃত্তির সুযোগ।: [1000, 575, 1182, 664]
article-body: [28, 1192, 210, 1816]
article-body: [1000, 456, 1182, 1816]
article-paragraph: তবে বিশ্লেষকরা মনে করেন, সূচকের এই ওঠানামা সাময়িক। অর্থনীতির সামষ্টিক সূচক স্থিতিশীল হলে বাজারও ঘুরে দাঁড়াবে। গতকাল ডিএসইতে ৩৯২টি কোম্পানির শেয়ার লেনদেন হয়। দর বেড়েছে ৮৯টির, কমেছে ২৬৭টির এবং অপরিবর্তিত ছিল ৩৬টির। লেনদেনের শীর্ষে ছিল ওরিয়ন ইনফিউশন, ফু-ওয়াং ফুড ও বিডি থাই অ্যালুমিনিয়াম। খাতভিত্তিক বিশ্লেষণে দেখা যায়, ওষুধ ও রসায়ন খাতে লেনদেন হয়েছে মোটের ১৮ শতাংশ। বস্ত্র খাতে ১২ এবং খাদ্য খাতে ১০ শতাংশ।: [318, 622, 404, 857]
main-article-body: [222, 152, 1000, 620]
